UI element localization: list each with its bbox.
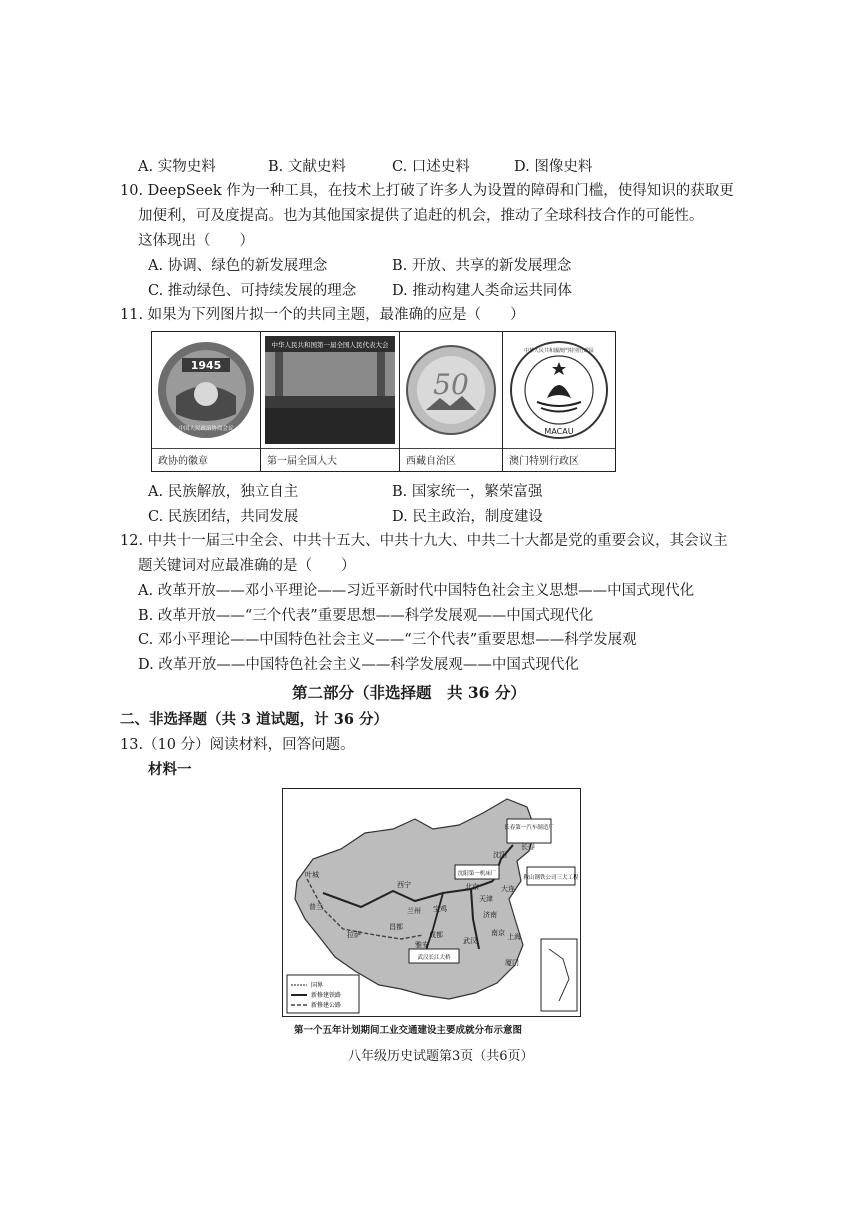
china-outline xyxy=(295,799,535,999)
callout-anshan: 鞍山钢铁公司三大工程 xyxy=(523,875,579,881)
tibet-emblem-image xyxy=(404,336,499,444)
q10-stem-line-2: 加便利，可及度提高。也为其他国家提供了追赶的机会，推动了全球科技合作的可能性。 xyxy=(138,208,704,224)
part2-title: 第二部分（非选择题 共 36 分） xyxy=(292,683,526,702)
city-tianjin: 天津 xyxy=(479,895,493,903)
q12-option-d: D. 改革开放——中国特色社会主义——科学发展观——中国式现代化 xyxy=(138,657,579,673)
macau-panel xyxy=(503,332,615,471)
city-xining: 西宁 xyxy=(397,881,411,889)
legend-road: 新修建公路 xyxy=(311,1002,342,1009)
city-xiamen: 厦门 xyxy=(505,959,519,967)
q12-option-a: A. 改革开放——邓小平理论——习近平新时代中国特色社会主义思想——中国式现代化 xyxy=(138,583,695,599)
city-shanghai: 上海 xyxy=(507,933,521,941)
city-baoji: 宝鸡 xyxy=(433,905,447,913)
q9-option-d: D. 图像史料 xyxy=(514,159,593,175)
emblem-year: 1945 xyxy=(190,359,222,372)
q9-option-c: C. 口述史料 xyxy=(392,159,470,175)
city-shenyang: 沈阳 xyxy=(493,851,507,859)
q10-option-d: D. 推动构建人类命运共同体 xyxy=(392,283,572,299)
macau-ring-text: 中華人民共和國澳門特別行政區 xyxy=(523,348,595,354)
city-changchun: 长春 xyxy=(521,843,535,851)
legend-border: 国界 xyxy=(311,982,324,989)
q12-stem-line-2: 题关键词对应最准确的是（ ） xyxy=(138,558,356,574)
q12-stem-line-1: 12. 中共十一届三中全会、中共十五大、中共十九大、中共二十大都是党的重要会议，其会议主 xyxy=(120,533,728,549)
city-lanzhou: 兰州 xyxy=(407,907,421,915)
q11-option-b: B. 国家统一，繁荣富强 xyxy=(392,484,543,500)
macau-label: MACAU xyxy=(544,427,574,436)
city-lasa: 拉萨 xyxy=(347,931,361,939)
q9-option-b: B. 文献史料 xyxy=(268,159,346,175)
city-yecheng: 叶城 xyxy=(305,871,319,879)
emblem-text: 中国人民政治协商会议 xyxy=(178,426,234,432)
page-footer: 八年级历史试题第3页（共6页） xyxy=(348,1049,534,1064)
city-nanjing: 南京 xyxy=(491,929,505,937)
q10-stem-line-1: 10. DeepSeek 作为一种工具，在技术上打破了许多人为设置的障碍和门槛，使得知识的获取更 xyxy=(120,183,734,199)
q10-option-b: B. 开放、共享的新发展理念 xyxy=(392,258,572,274)
material-one-label: 材料一 xyxy=(148,761,192,778)
tibet-panel xyxy=(400,332,503,471)
callout-wuhan-bridge: 武汉长江大桥 xyxy=(417,955,451,961)
tibet-number: 50 xyxy=(433,368,469,401)
city-wuhan: 武汉 xyxy=(463,937,477,945)
first-five-year-plan-map xyxy=(282,788,581,1017)
q11-option-a: A. 民族解放，独立自主 xyxy=(148,484,299,500)
city-chengdu: 成都 xyxy=(429,931,443,939)
map-caption: 第一个五年计划期间工业交通建设主要成就分布示意图 xyxy=(294,1025,523,1036)
section2-heading: 二、非选择题（共 3 道试题，计 36 分） xyxy=(120,711,388,728)
caption-macau: 澳门特别行政区 xyxy=(509,456,579,467)
q10-option-c: C. 推动绿色、可持续发展的理念 xyxy=(148,283,357,299)
caption-cppcc: 政协的徽章 xyxy=(158,456,208,467)
callout-shenyang: 沈阳第一机床厂 xyxy=(457,871,497,877)
city-beijing: 北京 xyxy=(465,883,479,891)
first-npc-panel xyxy=(261,332,400,471)
q13-stem: 13.（10 分）阅读材料，回答问题。 xyxy=(120,737,355,753)
q11-image-strip xyxy=(151,331,616,472)
q11-option-d: D. 民主政治，制度建设 xyxy=(392,509,543,525)
q10-option-a: A. 协调、绿色的新发展理念 xyxy=(148,258,328,274)
cppcc-emblem-image xyxy=(156,336,256,444)
city-changdu: 昌都 xyxy=(389,923,403,931)
q10-stem-line-3: 这体现出（ ） xyxy=(138,233,254,249)
q11-stem: 11. 如果为下列图片拟一个的共同主题，最准确的应是（ ） xyxy=(120,307,525,323)
first-npc-photo xyxy=(265,336,395,444)
q12-option-b: B. 改革开放——“三个代表”重要思想——科学发展观——中国式现代化 xyxy=(138,608,594,624)
callout-changchun: 长春第一汽车制造厂 xyxy=(504,825,554,831)
city-yaan: 雅安 xyxy=(415,941,429,949)
q12-option-c: C. 邓小平理论——中国特色社会主义——“三个代表”重要思想——科学发展观 xyxy=(138,632,637,648)
caption-npc: 第一届全国人大 xyxy=(267,456,337,467)
npc-banner: 中华人民共和国第一届全国人民代表大会 xyxy=(271,341,389,349)
q11-option-c: C. 民族团结，共同发展 xyxy=(148,509,299,525)
city-jinan: 济南 xyxy=(483,911,497,919)
cppcc-emblem-panel xyxy=(152,332,261,471)
city-dalian: 大连 xyxy=(501,885,515,893)
q9-option-a: A. 实物史料 xyxy=(138,159,216,175)
legend-railway: 新修建铁路 xyxy=(311,992,342,999)
macau-emblem-image xyxy=(507,336,611,444)
city-pulan: 普兰 xyxy=(309,903,323,911)
caption-tibet: 西藏自治区 xyxy=(406,456,456,467)
